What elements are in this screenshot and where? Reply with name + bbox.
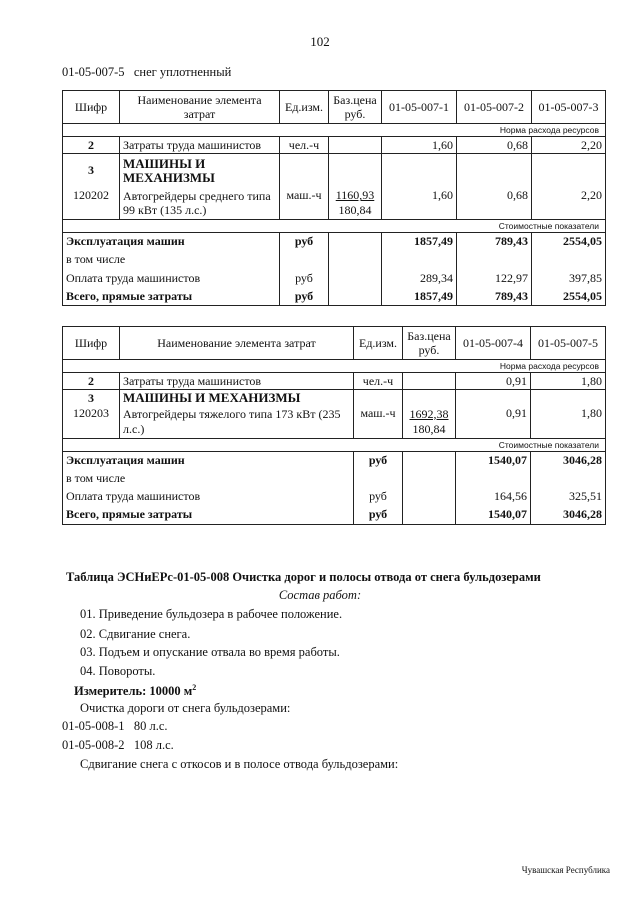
header-col: 01-05-007-5: [531, 327, 606, 360]
row-unit: чел.-ч: [354, 373, 403, 390]
price-bottom: 180,84: [338, 203, 372, 218]
table-row: [63, 506, 606, 524]
band-cost: Стоимостные показатели: [63, 438, 606, 451]
row-name: Эксплуатация машин: [63, 233, 280, 251]
row-code: 2: [63, 137, 120, 154]
row-code: 120202: [63, 188, 120, 220]
table-row: [63, 288, 606, 306]
band-cost: Стоимостные показатели: [63, 220, 606, 233]
row-value: 2,20: [532, 188, 606, 220]
row-name: Эксплуатация машин: [63, 451, 354, 469]
slopes-title: Сдвигание снега с откосов и в полосе отвода бульдозерами:: [80, 757, 399, 771]
band-norm: Норма расхода ресурсов: [63, 360, 606, 373]
price-top: 1692,38: [409, 406, 449, 421]
header-name: Наименование элемента затрат: [120, 91, 280, 124]
row-value: 2554,05: [532, 288, 606, 306]
row-unit: руб: [354, 506, 403, 524]
header-unit: Ед.изм.: [354, 327, 403, 360]
item-code: 01-05-008-2: [62, 738, 125, 752]
header-unit: Ед.изм.: [280, 91, 329, 124]
header-col: 01-05-007-4: [456, 327, 531, 360]
row-value: 0,68: [457, 137, 532, 154]
clearing-title: Очистка дороги от снега бульдозерами:: [80, 701, 291, 715]
section-title: 01-05-007-5 снег уплотненный: [62, 65, 232, 79]
item-008-1: [62, 719, 168, 734]
item-008-2: [62, 738, 174, 753]
table-row: [63, 233, 606, 251]
row-unit: руб: [280, 233, 329, 251]
row-name: Оплата труда машинистов: [63, 269, 280, 288]
header-name: Наименование элемента затрат: [120, 327, 354, 360]
table-row: [63, 373, 606, 390]
row-value: 289,34: [382, 269, 457, 288]
work-item: 01. Приведение бульдозера в рабочее положение.: [80, 607, 343, 621]
table-row: [63, 451, 606, 469]
work-item: 03. Подъем и опускание отвала во время работы.: [80, 645, 340, 659]
row-value: 397,85: [532, 269, 606, 288]
table-row: [63, 251, 606, 269]
row-value: 3046,28: [531, 451, 606, 469]
row-name: Всего, прямые затраты: [63, 506, 354, 524]
item-code: 01-05-008-1: [62, 719, 125, 733]
work-item: 02. Сдвигание снега.: [80, 627, 191, 641]
row-value: 789,43: [457, 288, 532, 306]
table-row: [63, 154, 606, 188]
row-name: в том числе: [63, 251, 280, 269]
row-value: 789,43: [457, 233, 532, 251]
row-name: Оплата труда машинистов: [63, 487, 354, 506]
meter-text: Измеритель: 10000 м: [74, 684, 193, 699]
row-value: 1,60: [382, 137, 457, 154]
row-unit: руб: [354, 451, 403, 469]
row-name: Автогрейдеры тяжелого типа 173 кВт (235 л.с.): [120, 406, 354, 438]
header-col: 01-05-007-1: [382, 91, 457, 124]
table-heading: Таблица ЭСНиЕРс-01-05-008 Очистка дорог и полосы отвода от снега бульдозерами: [66, 570, 541, 584]
row-unit: руб: [280, 269, 329, 288]
row-name: Затраты труда машинистов: [120, 137, 280, 154]
page-number: 102: [310, 34, 330, 49]
row-unit: маш.-ч: [354, 406, 403, 438]
resource-table-2: [62, 326, 606, 525]
table-row: [63, 269, 606, 288]
row-value: 1,80: [531, 406, 606, 438]
row-value: 1857,49: [382, 233, 457, 251]
row-code: 3: [63, 390, 120, 407]
row-value: 1540,07: [456, 506, 531, 524]
item-text: 108 л.с.: [133, 738, 174, 752]
row-value: 0,91: [456, 373, 531, 390]
row-value: 2,20: [532, 137, 606, 154]
resource-table-1: [62, 90, 606, 306]
row-value: 2554,05: [532, 233, 606, 251]
band-norm: Норма расхода ресурсов: [63, 124, 606, 137]
row-name: Всего, прямые затраты: [63, 288, 280, 306]
row-value: 1540,07: [456, 451, 531, 469]
row-value: 0,91: [456, 406, 531, 438]
header-base-price: Баз.цена руб.: [329, 91, 382, 124]
row-value: 1857,49: [382, 288, 457, 306]
header-base-price: Баз.цена руб.: [403, 327, 456, 360]
header-code: Шифр: [63, 327, 120, 360]
meter-sup: 2: [192, 683, 197, 692]
row-base-price: [403, 406, 456, 438]
table-header-row: [63, 327, 606, 360]
row-value: 3046,28: [531, 506, 606, 524]
section-machines: МАШИНЫ И МЕХАНИЗМЫ: [120, 154, 280, 188]
footer-region: Чувашская Республика: [521, 865, 610, 875]
table-row: [63, 487, 606, 506]
row-unit: руб: [280, 288, 329, 306]
row-unit: маш.-ч: [280, 188, 329, 220]
item-text: 80 л.с.: [133, 719, 168, 733]
row-name: Автогрейдеры среднего типа 99 кВт (135 л.с.): [120, 188, 280, 220]
row-value: 1,60: [382, 188, 457, 220]
work-item: 04. Повороты.: [80, 664, 156, 678]
price-top: 1160,93: [335, 188, 375, 203]
table-row: [63, 406, 606, 438]
table-row: [63, 137, 606, 154]
row-code: 3: [63, 154, 120, 188]
table-row: [63, 469, 606, 487]
row-name: Затраты труда машинистов: [120, 373, 354, 390]
row-value: 1,80: [531, 373, 606, 390]
row-value: 0,68: [457, 188, 532, 220]
row-value: 164,56: [456, 487, 531, 506]
row-value: 122,97: [457, 269, 532, 288]
price-bottom: 180,84: [412, 421, 446, 436]
row-value: 325,51: [531, 487, 606, 506]
table-row: [63, 390, 606, 407]
row-unit: чел.-ч: [280, 137, 329, 154]
table-header-row: [63, 91, 606, 124]
row-name: в том числе: [63, 469, 354, 487]
header-code: Шифр: [63, 91, 120, 124]
row-code: 120203: [63, 406, 120, 438]
header-col: 01-05-007-2: [457, 91, 532, 124]
row-code: 2: [63, 373, 120, 390]
row-unit: руб: [354, 487, 403, 506]
work-composition-title: Состав работ:: [278, 588, 362, 602]
table-row: [63, 188, 606, 220]
row-base-price: [329, 188, 382, 220]
header-col: 01-05-007-3: [532, 91, 606, 124]
meter-label: [74, 683, 196, 699]
section-machines: МАШИНЫ И МЕХАНИЗМЫ: [120, 390, 354, 407]
